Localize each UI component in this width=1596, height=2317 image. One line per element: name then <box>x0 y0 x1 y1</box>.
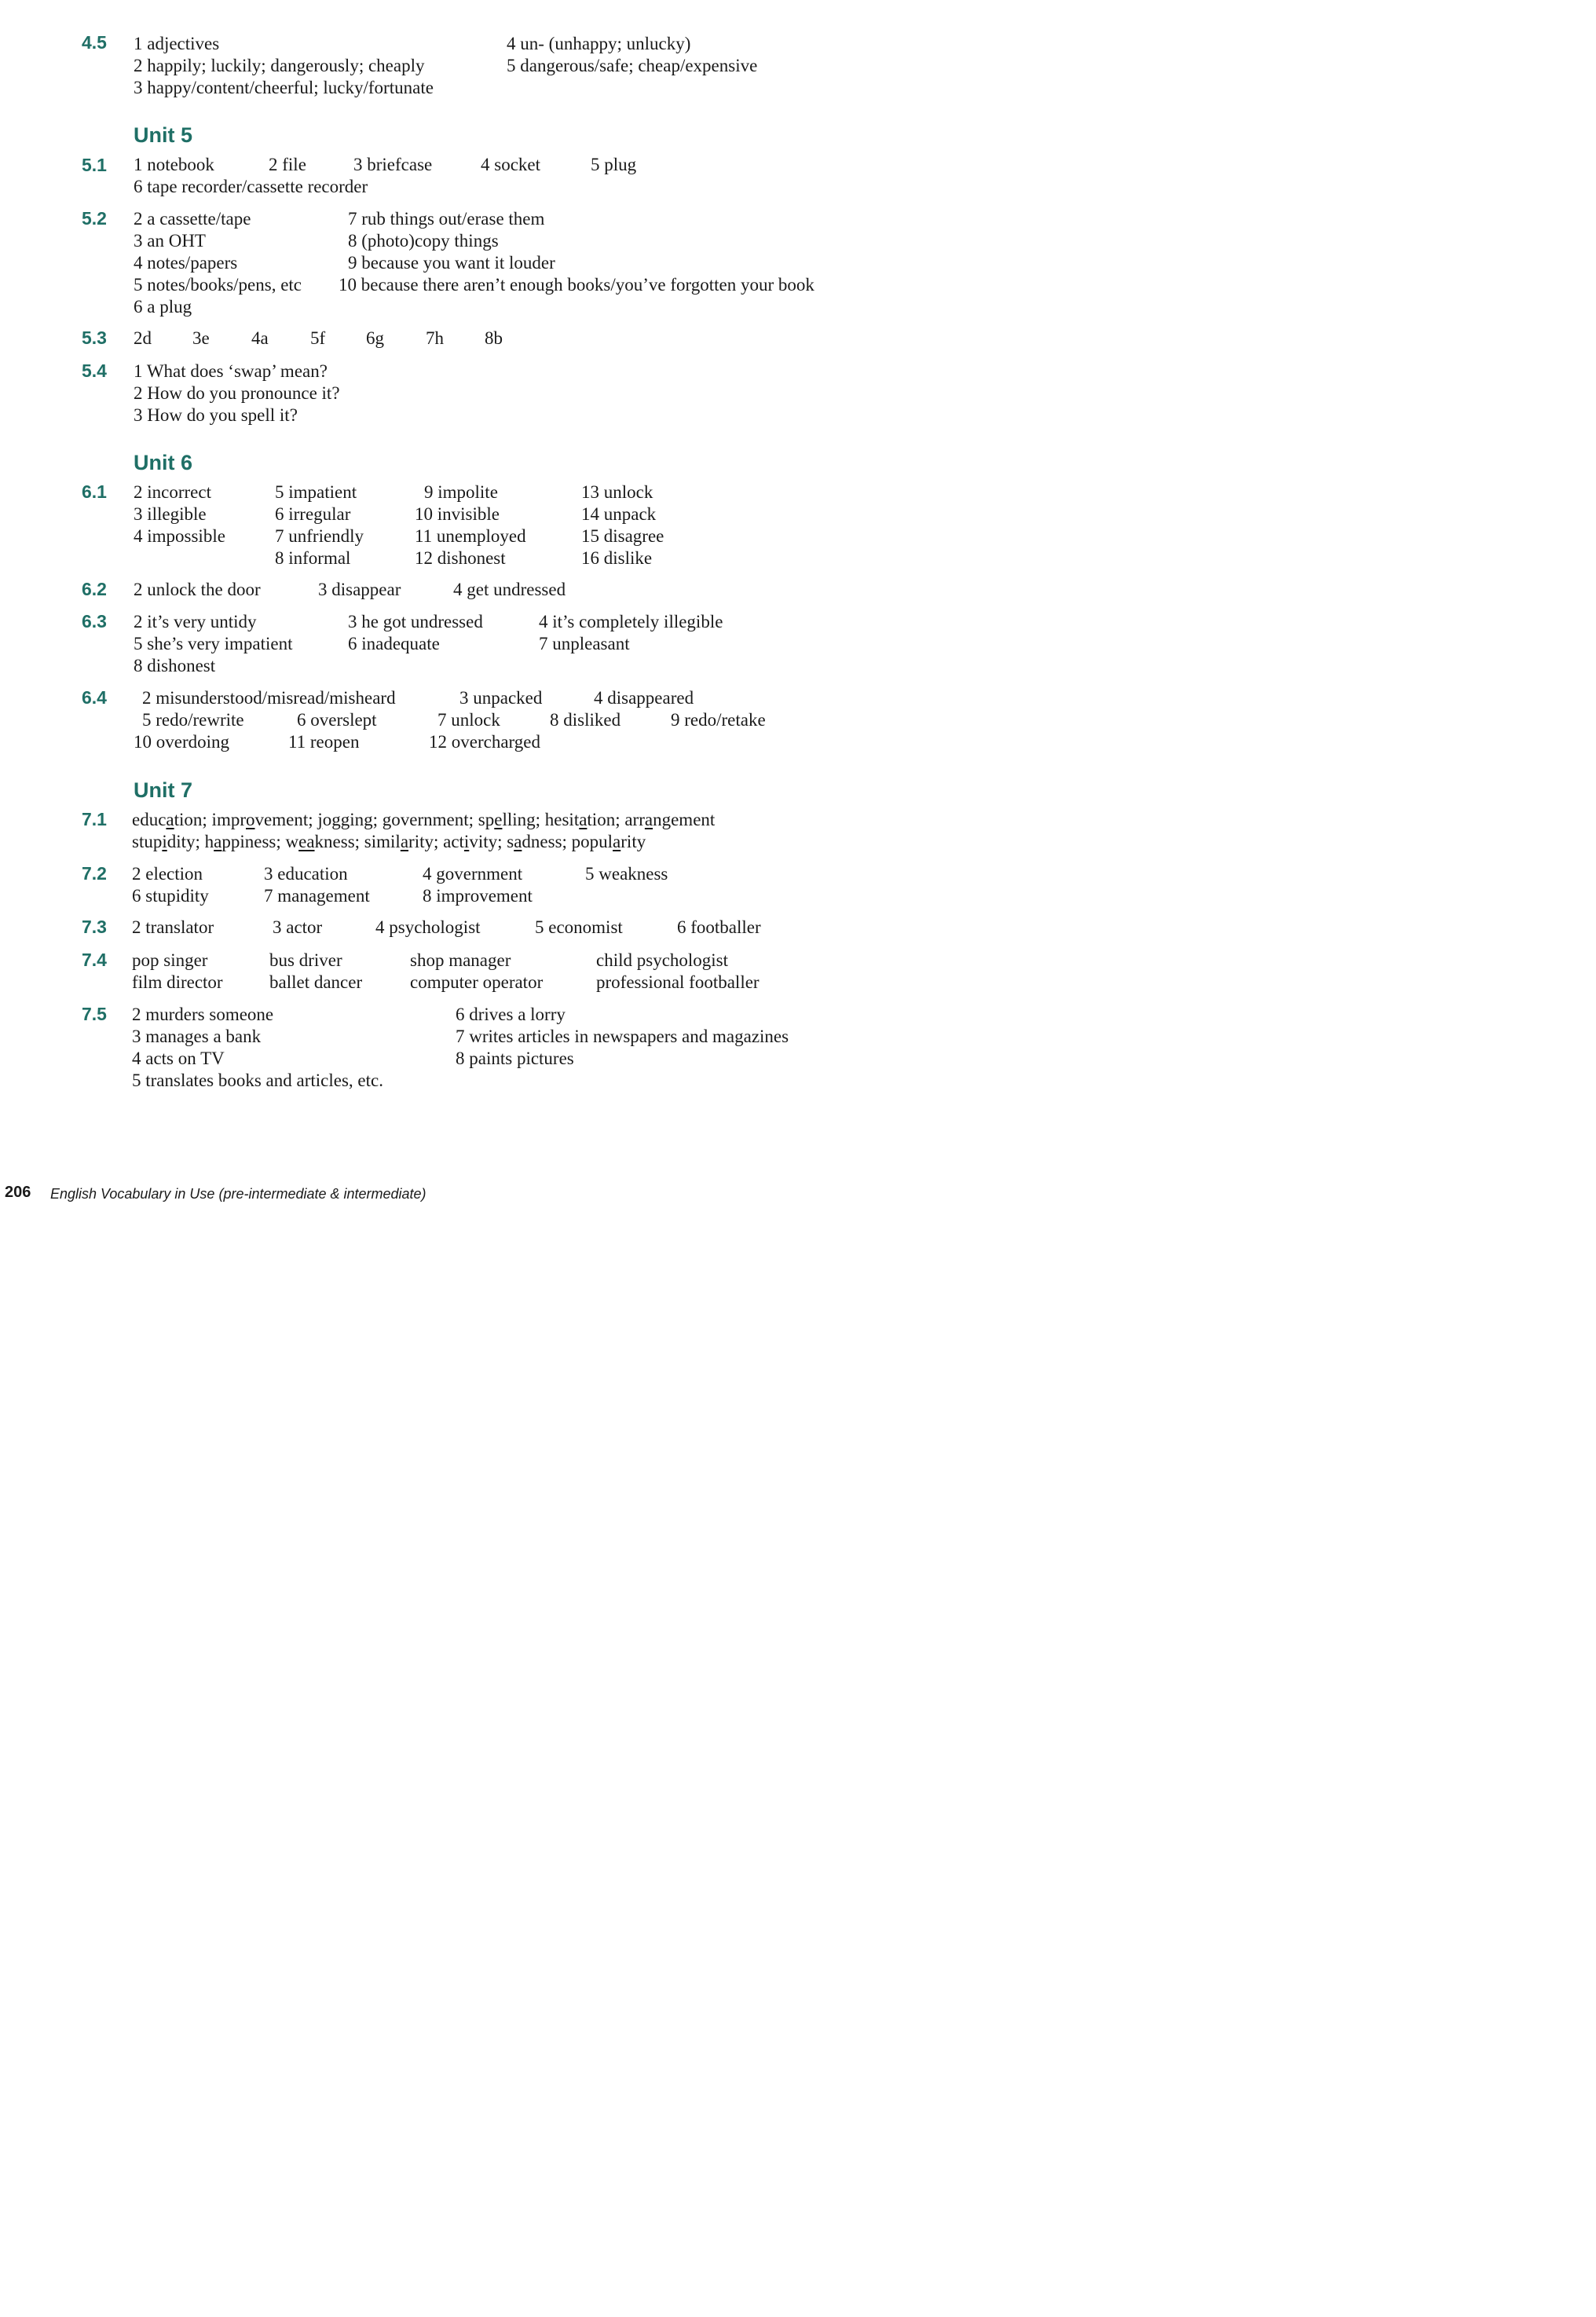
answer: 2 it’s very untidy <box>134 612 257 631</box>
answer: 7 unpleasant <box>539 634 630 653</box>
answer: 3 manages a bank <box>132 1027 262 1046</box>
exercise-number: 6.3 <box>82 611 107 631</box>
page-number: 206 <box>5 1184 31 1201</box>
answer: 3 he got undressed <box>348 612 483 631</box>
exercise-number: 6.1 <box>82 481 107 502</box>
answer: 6 stupidity <box>132 886 209 906</box>
answer: 6 inadequate <box>348 634 440 653</box>
answer: 6 irregular <box>275 504 351 524</box>
answer: 3 happy/content/cheerful; lucky/fortunate <box>134 78 434 97</box>
answer: 3 actor <box>273 917 323 937</box>
answer: 2 election <box>132 864 203 884</box>
answer: 4 psychologist <box>375 917 481 937</box>
answer: 7 unfriendly <box>275 526 364 546</box>
answer: 1 notebook <box>134 155 214 174</box>
unit-heading: Unit 7 <box>134 778 193 802</box>
answer: 6 footballer <box>677 917 761 937</box>
answer: 3 illegible <box>134 504 207 524</box>
answer: bus driver <box>269 950 342 970</box>
answer: 2 How do you pronounce it? <box>134 383 340 403</box>
answer: 6 drives a lorry <box>456 1005 566 1024</box>
answer: 10 invisible <box>415 504 500 524</box>
answer: 5 impatient <box>275 482 357 502</box>
answer: 3 How do you spell it? <box>134 405 298 425</box>
answer: 7h <box>426 328 444 348</box>
answer: 12 dishonest <box>415 548 506 568</box>
answer: 10 because there aren’t enough books/you’ve forgotten your book <box>339 275 814 295</box>
answer: 8 (photo)copy things <box>348 231 499 251</box>
answer: 14 unpack <box>581 504 657 524</box>
answer: 5f <box>310 328 326 348</box>
answer: 8b <box>485 328 503 348</box>
answer: film director <box>132 972 223 992</box>
answer: 4 disappeared <box>594 688 694 708</box>
answer: 8 dishonest <box>134 656 216 675</box>
answer: 9 redo/retake <box>671 710 766 730</box>
answer: 7 unlock <box>437 710 500 730</box>
exercise-number: 5.3 <box>82 328 107 348</box>
answer: 8 informal <box>275 548 351 568</box>
exercise-number: 5.1 <box>82 155 107 175</box>
exercise-number: 7.4 <box>82 950 107 970</box>
answer: 4 it’s completely illegible <box>539 612 723 631</box>
answer: 4 impossible <box>134 526 225 546</box>
answer: 6g <box>366 328 384 348</box>
answer: shop manager <box>410 950 511 970</box>
exercise-number: 5.4 <box>82 361 107 381</box>
answer: 1 adjectives <box>134 34 220 53</box>
exercise-number: 7.1 <box>82 809 107 829</box>
answer: 5 dangerous/safe; cheap/expensive <box>507 56 758 75</box>
exercise-number: 6.4 <box>82 687 107 708</box>
answer: 6 overslept <box>297 710 377 730</box>
answer: 2 murders someone <box>132 1005 274 1024</box>
answer: 9 because you want it louder <box>348 253 555 273</box>
answer: 2 unlock the door <box>134 580 261 599</box>
answer: 11 reopen <box>288 732 360 752</box>
answer: computer operator <box>410 972 544 992</box>
exercise-number: 4.5 <box>82 32 107 53</box>
answer: 2 misunderstood/misread/misheard <box>142 688 396 708</box>
answer: 8 improvement <box>423 886 533 906</box>
answer: 15 disagree <box>581 526 664 546</box>
answer: ballet dancer <box>269 972 363 992</box>
unit-heading: Unit 5 <box>134 123 193 147</box>
stress-word-line: stupidity; happiness; weakness; similarity; activity; sadness; popularity <box>132 832 646 851</box>
answer: child psychologist <box>596 950 729 970</box>
answer: 4 socket <box>481 155 541 174</box>
answer: 12 overcharged <box>429 732 540 752</box>
answer: 8 paints pictures <box>456 1049 574 1068</box>
answer: 4 get undressed <box>453 580 566 599</box>
book-title: English Vocabulary in Use (pre-intermediate & intermediate) <box>50 1186 426 1202</box>
answer: 7 rub things out/erase them <box>348 209 545 229</box>
answer: 3e <box>192 328 210 348</box>
answer: 4 notes/papers <box>134 253 238 273</box>
answer: 9 impolite <box>424 482 498 502</box>
answer: 5 economist <box>535 917 623 937</box>
answer: 3 unpacked <box>459 688 543 708</box>
stress-word-line: education; improvement; jogging; government; spelling; hesitation; arrangement <box>132 810 716 829</box>
answer: 1 What does ‘swap’ mean? <box>134 361 328 381</box>
answer: 2 incorrect <box>134 482 211 502</box>
answer: 2d <box>134 328 152 348</box>
answer: 4a <box>251 328 269 348</box>
answer: 5 translates books and articles, etc. <box>132 1071 383 1090</box>
answer: 4 un- (unhappy; unlucky) <box>507 34 691 53</box>
answer: 4 government <box>423 864 523 884</box>
answer: 5 notes/books/pens, etc <box>134 275 302 295</box>
answer: 11 unemployed <box>415 526 526 546</box>
answer: pop singer <box>132 950 208 970</box>
exercise-number: 7.3 <box>82 917 107 937</box>
answer: 6 a plug <box>134 297 192 317</box>
answer: 2 translator <box>132 917 214 937</box>
answer: 7 management <box>264 886 370 906</box>
exercise-number: 7.5 <box>82 1004 107 1024</box>
exercise-number: 5.2 <box>82 208 107 229</box>
answer: professional footballer <box>596 972 760 992</box>
answer: 3 briefcase <box>353 155 433 174</box>
answer: 16 dislike <box>581 548 653 568</box>
answer: 10 overdoing <box>134 732 230 752</box>
answer: 5 weakness <box>585 864 668 884</box>
answer: 4 acts on TV <box>132 1049 225 1068</box>
answer: 2 file <box>269 155 306 174</box>
answer: 5 she’s very impatient <box>134 634 293 653</box>
answer: 3 education <box>264 864 348 884</box>
answer: 5 redo/rewrite <box>142 710 244 730</box>
answer: 6 tape recorder/cassette recorder <box>134 177 368 196</box>
exercise-number: 6.2 <box>82 579 107 599</box>
answer: 2 a cassette/tape <box>134 209 251 229</box>
answer: 8 disliked <box>550 710 621 730</box>
unit-heading: Unit 6 <box>134 451 193 474</box>
answer: 3 an OHT <box>134 231 206 251</box>
answer: 7 writes articles in newspapers and magazines <box>456 1027 789 1046</box>
answer: 2 happily; luckily; dangerously; cheaply <box>134 56 425 75</box>
exercise-number: 7.2 <box>82 863 107 884</box>
answer: 5 plug <box>591 155 637 174</box>
answer: 3 disappear <box>318 580 401 599</box>
answer: 13 unlock <box>581 482 653 502</box>
